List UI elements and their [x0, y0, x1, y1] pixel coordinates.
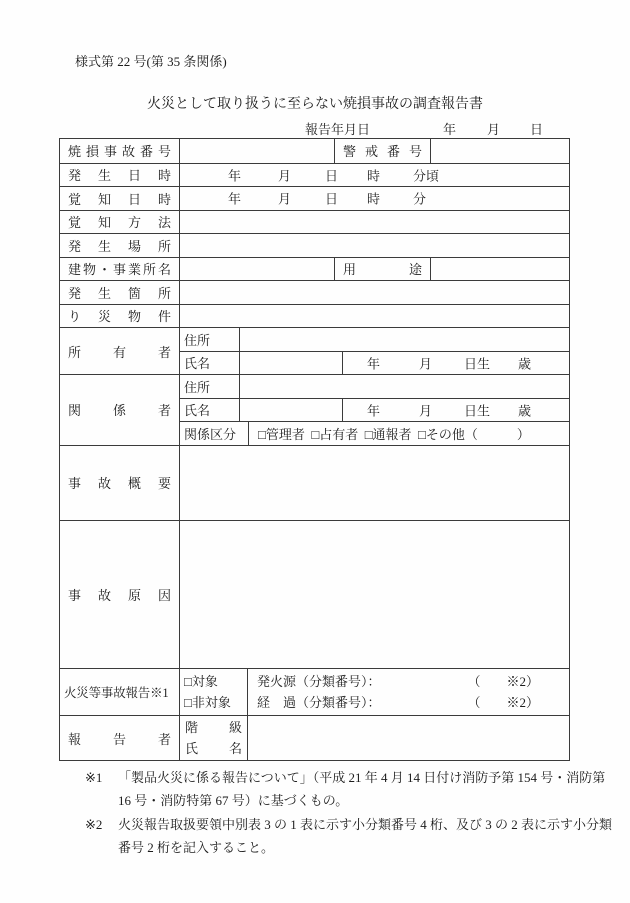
table-row — [60, 257, 569, 281]
awareness-hour-unit: 時 — [367, 191, 381, 207]
occurrence-year-unit: 年 — [228, 168, 242, 184]
fire-report-nontarget-option: □非対象 — [184, 695, 231, 710]
owner-name-value — [239, 352, 342, 375]
footnote-2-body — [118, 813, 612, 860]
owner-address-row — [180, 328, 569, 351]
reporter-sublabels — [179, 716, 247, 760]
reporter-label-cell — [60, 716, 179, 760]
guard-number-label-cell — [334, 139, 430, 163]
related-person-label: 関係者 — [68, 403, 171, 419]
building-name-value — [179, 258, 334, 281]
process-line — [248, 692, 569, 713]
owner-birthdate-cell — [342, 352, 569, 375]
building-name-label-cell — [60, 258, 179, 281]
related-person-address-label: 住所 — [184, 379, 211, 395]
document-title: 火災として取り扱うに至らない焼損事故の調査報告書 — [147, 97, 483, 112]
ignition-source-label: 発火源（分類番号）： — [257, 674, 381, 689]
process-note: （ ※2） — [467, 695, 539, 710]
footnotes — [85, 766, 613, 860]
reporter-name-label: 氏名 — [185, 741, 242, 756]
report-date-year: 年 — [443, 122, 457, 137]
ignition-source-note: （ ※2） — [467, 674, 539, 689]
related-person-name-label: 氏名 — [184, 403, 211, 419]
awareness-method-label: 覚知方法 — [68, 215, 171, 231]
occurrence-datetime-label: 発生日時 — [68, 168, 171, 184]
awareness-datetime-label: 覚知日時 — [68, 191, 171, 207]
related-person-address-value — [239, 375, 569, 398]
damaged-property-value — [179, 305, 569, 328]
occurrence-place-label-cell — [60, 234, 179, 257]
table-row — [60, 186, 569, 210]
table-row — [60, 139, 569, 163]
related-person-name-value — [239, 399, 342, 422]
awareness-year-unit: 年 — [228, 191, 242, 207]
form-number: 様式第 22 号(第 35 条関係) — [75, 54, 227, 69]
accident-cause-label: 事故原因 — [68, 588, 171, 603]
occurrence-spot-label-cell — [60, 281, 179, 304]
related-person-birth-day-unit: 日生 — [464, 403, 491, 419]
awareness-method-value — [179, 211, 569, 234]
awareness-month-unit: 月 — [278, 191, 292, 207]
owner-age-unit: 歳 — [518, 356, 532, 372]
owner-name-label: 氏名 — [184, 356, 211, 372]
guard-number-value — [430, 139, 569, 163]
awareness-datetime-value — [179, 187, 569, 210]
occurrence-minute-unit: 分頃 — [413, 168, 440, 184]
process-label: 経 過（分類番号）： — [257, 695, 381, 710]
fire-report-detail — [247, 669, 569, 715]
accident-summary-label: 事故概要 — [68, 476, 171, 492]
report-form-table — [59, 138, 570, 761]
footnote-1-line-1: 「製品火災に係る報告について」（平成 21 年 4 月 14 日付け消防予第 154 号・消防第 — [118, 770, 606, 785]
related-person-name-row — [180, 398, 569, 422]
table-row — [60, 163, 569, 187]
related-person-address-row — [180, 375, 569, 398]
owner-birth-year-unit: 年 — [367, 356, 381, 372]
related-person-age-unit: 歳 — [518, 403, 532, 419]
ignition-source-line — [248, 671, 569, 692]
table-row — [60, 233, 569, 257]
occurrence-hour-unit: 時 — [367, 168, 381, 184]
accident-cause-label-cell — [60, 521, 179, 668]
owner-row — [60, 327, 569, 374]
owner-birth-month-unit: 月 — [419, 356, 433, 372]
fire-report-label-cell — [60, 669, 179, 715]
occurrence-place-label: 発生場所 — [68, 238, 171, 254]
occurrence-month-unit: 月 — [278, 168, 292, 184]
footnote-2 — [85, 813, 613, 860]
incident-number-value — [179, 139, 334, 163]
damaged-property-label: り災物件 — [68, 309, 171, 325]
reporter-row — [60, 715, 569, 760]
relation-category-row — [180, 421, 569, 445]
awareness-datetime-label-cell — [60, 187, 179, 210]
incident-number-label: 焼損事故番号 — [68, 144, 171, 160]
table-row — [60, 280, 569, 304]
building-name-label: 建物・事業所名 — [68, 262, 171, 278]
footnote-2-line-2: 番号 2 桁を記入すること。 — [118, 840, 275, 856]
related-person-birth-month-unit: 月 — [419, 403, 433, 419]
occurrence-datetime-label-cell — [60, 164, 179, 187]
awareness-minute-unit: 分 — [413, 191, 427, 207]
occurrence-day-unit: 日 — [325, 168, 339, 184]
occurrence-place-value — [179, 234, 569, 257]
related-person-birthdate-cell — [342, 399, 569, 422]
relation-options-text: □管理者 □占有者 □通報者 □その他（ ） — [258, 426, 530, 442]
fire-report-target-option: □対象 — [184, 674, 218, 689]
fire-report-check-cell — [179, 669, 247, 715]
report-date-month: 月 — [487, 122, 501, 137]
incident-number-label-cell — [60, 139, 179, 163]
damaged-property-label-cell — [60, 305, 179, 328]
usage-value — [430, 258, 569, 281]
owner-birth-day-unit: 日生 — [464, 356, 491, 372]
footnote-1-body — [118, 766, 605, 813]
reporter-rank-label: 階級 — [185, 720, 242, 735]
accident-summary-label-cell — [60, 446, 179, 521]
accident-summary-row — [60, 445, 569, 521]
footnote-2-marker: ※2 — [85, 816, 103, 832]
report-date-label: 報告年月日 — [305, 122, 371, 137]
usage-label-cell — [334, 258, 430, 281]
owner-label-cell — [60, 328, 179, 374]
table-row — [60, 304, 569, 328]
awareness-day-unit: 日 — [325, 191, 339, 207]
related-person-birth-year-unit: 年 — [367, 403, 381, 419]
footnote-1-line-2: 16 号・消防特第 67 号）に基づくもの。 — [118, 793, 349, 809]
reporter-value — [247, 716, 569, 760]
occurrence-spot-label: 発生箇所 — [68, 285, 171, 301]
occurrence-spot-value — [179, 281, 569, 304]
footnote-1 — [85, 766, 606, 813]
accident-cause-value — [179, 521, 569, 668]
accident-cause-row — [60, 520, 569, 668]
related-person-label-cell — [60, 375, 179, 445]
owner-name-row — [180, 351, 569, 375]
owner-detail — [179, 328, 569, 374]
awareness-method-label-cell — [60, 211, 179, 234]
usage-label: 用途 — [343, 262, 422, 278]
accident-summary-value — [179, 446, 569, 521]
owner-label: 所有者 — [68, 344, 171, 360]
related-person-row — [60, 374, 569, 445]
occurrence-datetime-value — [179, 164, 569, 187]
report-date-day: 日 — [530, 122, 544, 137]
fire-report-label: 火災等事故報告※1 — [64, 686, 169, 700]
footnote-2-line-1: 火災報告取扱要領中別表 3 の 1 表に示す小分類番号 4 桁、及び 3 の 2 表に示す小分類 — [118, 816, 613, 832]
footnote-1-marker: ※1 — [85, 770, 103, 785]
fire-report-row — [60, 668, 569, 715]
owner-address-label: 住所 — [184, 332, 211, 348]
table-row — [60, 210, 569, 234]
relation-category-options — [248, 422, 569, 445]
related-person-detail — [179, 375, 569, 445]
relation-category-label: 関係区分 — [184, 426, 237, 442]
guard-number-label: 警戒番号 — [343, 144, 422, 160]
owner-address-value — [239, 328, 569, 351]
reporter-label: 報告者 — [68, 731, 171, 747]
